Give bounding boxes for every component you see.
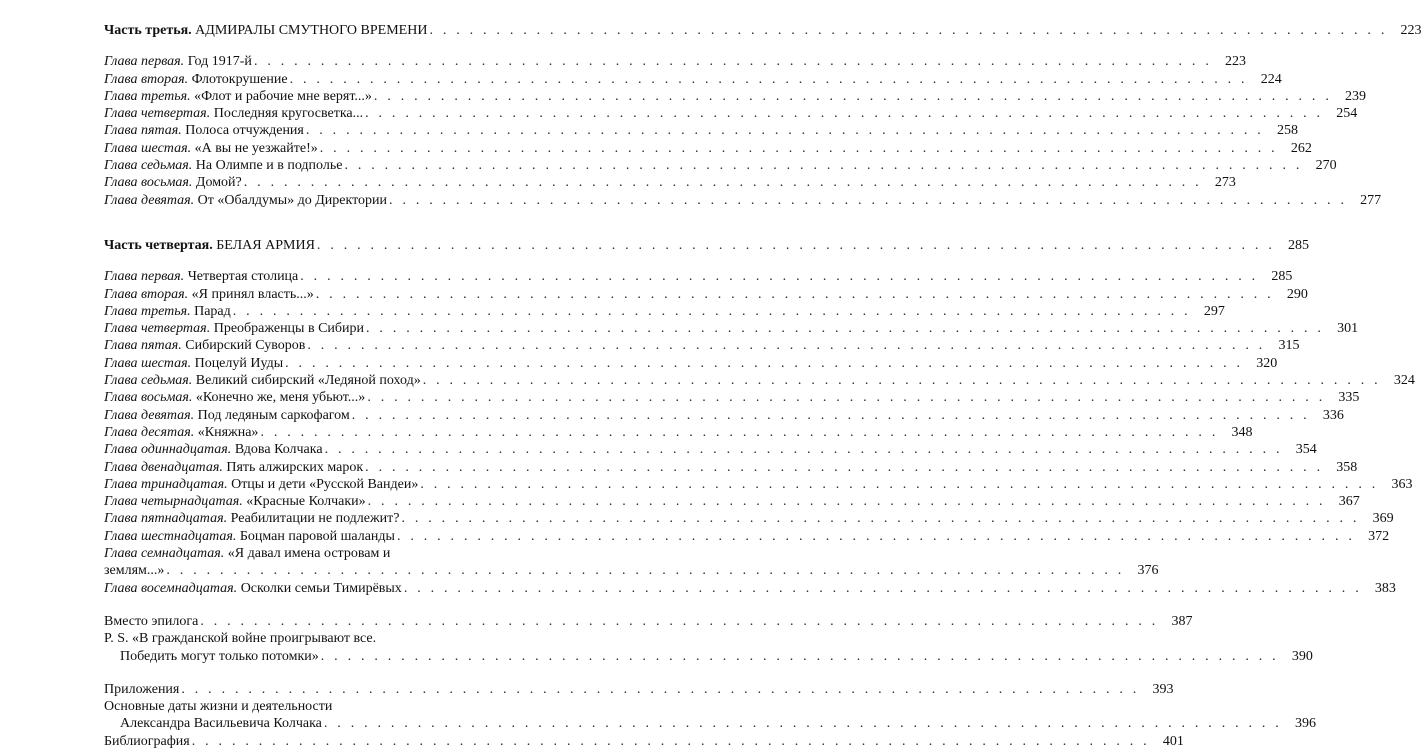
chapter-title: «Княжна» — [197, 424, 259, 440]
chapter-title: Парад — [194, 303, 231, 319]
chapter-title-continued: землям...» — [104, 563, 165, 579]
chapter-page: 358 — [1336, 459, 1358, 475]
leader-dots: . . . . . . . . . . . . . . . . . . . . . . . . . . . . . . . . . . . . . . . . . . . . . . . . . . . . . . . . . . . . . . . . . . . . . . . . — [351, 407, 1310, 423]
toc-entry-dates-line2 — [104, 715, 1317, 732]
toc-entry — [104, 389, 1360, 406]
leader-dots: . . . . . . . . . . . . . . . . . . . . . . . . . . . . . . . . . . . . . . . . . . . . . . . . . . . . . . . . . . . . . . . . . . . . . . . . — [305, 123, 1264, 139]
toc-entry — [104, 372, 1415, 389]
leader-dots: . . . . . . . . . . . . . . . . . . . . . . . . . . . . . . . . . . . . . . . . . . . . . . . . . . . . . . . . . . . . . . . . . . . . . . . . — [191, 733, 1150, 749]
chapter-title: «Флот и рабочие мне верят...» — [194, 88, 372, 104]
chapter-page: 254 — [1336, 106, 1358, 122]
toc-entry — [104, 337, 1300, 354]
entry-title-continued: Победить могут только потомки» — [120, 648, 319, 664]
chapter-title: Осколки семьи Тимирёвых — [240, 580, 402, 596]
toc-entry-appendix — [104, 681, 1174, 698]
toc-entry — [104, 320, 1359, 337]
chapter-page: 383 — [1374, 580, 1396, 596]
chapter-label: Глава четырнадцатая. — [104, 494, 243, 510]
toc-entry-line — [104, 545, 498, 562]
leader-dots: . . . . . . . . . . . . . . . . . . . . . . . . . . . . . . . . . . . . . . . . . . . . . . . . . . . . . . . . . . . . . . . . . . . . . . . . — [320, 648, 1279, 664]
leader-dots: . . . . . . . . . . . . . . . . . . . . . . . . . . . . . . . . . . . . . . . . . . . . . . . . . . . . . . . . . . . . . . . . . . . . . . . . — [285, 355, 1244, 371]
chapter-label: Глава первая. — [104, 269, 185, 285]
table-of-contents — [104, 22, 1422, 750]
toc-entry — [104, 140, 1312, 157]
section-gap — [104, 597, 498, 613]
chapter-title: Боцман паровой шаланды — [239, 528, 395, 544]
toc-entry — [104, 510, 1394, 527]
leader-dots: . . . . . . . . . . . . . . . . . . . . . . . . . . . . . . . . . . . . . . . . . . . . . . . . . . . . . . . . . . . . . . . . . . . . . . . . — [366, 321, 1325, 337]
chapter-title: «Конечно же, меня убьют...» — [195, 390, 366, 406]
chapter-page: 335 — [1338, 390, 1360, 406]
chapter-title: Пять алжирских марок — [226, 459, 364, 475]
leader-dots: . . . . . . . . . . . . . . . . . . . . . . . . . . . . . . . . . . . . . . . . . . . . . . . . . . . . . . . . . . . . . . . . . . . . . . . . — [315, 286, 1274, 302]
entry-title: Приложения — [104, 681, 180, 697]
toc-entry-dates-line1 — [104, 698, 498, 715]
toc-entry — [104, 580, 1396, 597]
chapter-title: «Я принял власть...» — [191, 286, 314, 302]
leader-dots: . . . . . . . . . . . . . . . . . . . . . . . . . . . . . . . . . . . . . . . . . . . . . . . . . . . . . . . . . . . . . . . . . . . . . . . . — [429, 23, 1388, 38]
chapter-page: 348 — [1231, 424, 1253, 440]
leader-dots: . . . . . . . . . . . . . . . . . . . . . . . . . . . . . . . . . . . . . . . . . . . . . . . . . . . . . . . . . . . . . . . . . . . . . . . . — [253, 54, 1213, 70]
chapter-label: Глава восьмая. — [104, 175, 193, 191]
toc-entry-bibliography — [104, 733, 1184, 750]
leader-dots: . . . . . . . . . . . . . . . . . . . . . . . . . . . . . . . . . . . . . . . . . . . . . . . . . . . . . . . . . . . . . . . . . . . . . . . . — [166, 563, 1125, 579]
chapter-page: 224 — [1260, 71, 1282, 87]
toc-entry — [104, 174, 1236, 191]
entry-page: 387 — [1171, 613, 1193, 629]
chapter-title: Полоса отчуждения — [185, 123, 304, 139]
entry-page: 396 — [1295, 716, 1317, 732]
chapter-title: Сибирский Суворов — [185, 338, 306, 354]
toc-entry — [104, 268, 1293, 285]
entry-title: Библиография — [104, 733, 190, 749]
chapter-page: 290 — [1286, 286, 1308, 302]
entry-title: Вместо эпилога — [104, 613, 199, 629]
leader-dots: . . . . . . . . . . . . . . . . . . . . . . . . . . . . . . . . . . . . . . . . . . . . . . . . . . . . . . . . . . . . . . . . . . . . . . . . — [367, 390, 1326, 406]
leader-dots: . . . . . . . . . . . . . . . . . . . . . . . . . . . . . . . . . . . . . . . . . . . . . . . . . . . . . . . . . . . . . . . . . . . . . . . . — [289, 71, 1248, 87]
chapter-title: Отцы и дети «Русской Вандеи» — [231, 476, 419, 492]
leader-dots: . . . . . . . . . . . . . . . . . . . . . . . . . . . . . . . . . . . . . . . . . . . . . . . . . . . . . . . . . . . . . . . . . . . . . . . . — [232, 303, 1191, 319]
chapter-page: 277 — [1360, 192, 1382, 208]
chapter-title: Преображенцы в Сибири — [213, 321, 365, 337]
leader-dots: . . . . . . . . . . . . . . . . . . . . . . . . . . . . . . . . . . . . . . . . . . . . . . . . . . . . . . . . . . . . . . . . . . . . . . . . — [181, 681, 1140, 697]
chapter-page: 262 — [1290, 140, 1312, 156]
toc-entry-ps-line1 — [104, 630, 498, 647]
part-3-page: 223 — [1400, 23, 1422, 38]
toc-entry — [104, 528, 1390, 545]
chapter-page: 367 — [1338, 494, 1360, 510]
chapter-label: Глава восьмая. — [104, 390, 193, 406]
toc-entry — [104, 424, 1253, 441]
part-4-heading — [104, 237, 1310, 254]
part-4-label: Часть четвертая. — [104, 237, 213, 253]
toc-entry — [104, 105, 1358, 122]
part-4-title: БЕЛАЯ АРМИЯ — [216, 237, 315, 253]
chapter-label: Глава девятая. — [104, 192, 195, 208]
chapter-title: Год 1917-й — [187, 54, 252, 70]
chapter-title: Последняя кругосветка... — [213, 106, 364, 122]
toc-entry-line — [104, 562, 1159, 579]
toc-entry-multiline — [104, 545, 1159, 580]
section-gap — [104, 665, 498, 681]
leader-dots: . . . . . . . . . . . . . . . . . . . . . . . . . . . . . . . . . . . . . . . . . . . . . . . . . . . . . . . . . . . . . . . . . . . . . . . . — [319, 140, 1278, 156]
chapter-label: Глава одиннадцатая. — [104, 442, 232, 458]
chapter-title: Флотокрушение — [191, 71, 288, 87]
chapter-label: Глава седьмая. — [104, 373, 193, 389]
chapter-title: Четвертая столица — [187, 269, 299, 285]
chapter-title: «Я давал имена островам и — [227, 546, 391, 562]
part-3-heading — [104, 22, 1422, 39]
chapter-page: 239 — [1345, 88, 1367, 104]
chapter-title: «А вы не уезжайте!» — [194, 140, 318, 156]
leader-dots: . . . . . . . . . . . . . . . . . . . . . . . . . . . . . . . . . . . . . . . . . . . . . . . . . . . . . . . . . . . . . . . . . . . . . . . . — [200, 613, 1159, 629]
leader-dots: . . . . . . . . . . . . . . . . . . . . . . . . . . . . . . . . . . . . . . . . . . . . . . . . . . . . . . . . . . . . . . . . . . . . . . . . — [300, 269, 1259, 285]
back-matter — [104, 613, 1317, 750]
toc-entry — [104, 71, 1282, 88]
chapter-page: 270 — [1315, 158, 1337, 174]
chapter-title: Реабилитации не подлежит? — [230, 511, 400, 527]
section-gap — [104, 209, 498, 237]
chapter-label: Глава вторая. — [104, 71, 189, 87]
chapter-page: 336 — [1322, 407, 1344, 423]
chapter-label: Глава девятая. — [104, 407, 195, 423]
chapter-label: Глава седьмая. — [104, 158, 193, 174]
entry-title-continued: Александра Васильевича Колчака — [120, 716, 322, 732]
entry-page: 393 — [1152, 681, 1174, 697]
chapter-label: Глава тринадцатая. — [104, 476, 228, 492]
chapter-page: 372 — [1368, 528, 1390, 544]
entry-title: Основные даты жизни и деятельности — [104, 699, 333, 715]
chapter-title: Под ледяным саркофагом — [197, 407, 350, 423]
toc-entry-epilogue — [104, 613, 1193, 630]
chapter-page: 320 — [1256, 355, 1278, 371]
leader-dots: . . . . . . . . . . . . . . . . . . . . . . . . . . . . . . . . . . . . . . . . . . . . . . . . . . . . . . . . . . . . . . . . . . . . . . . . — [365, 459, 1324, 475]
leader-dots: . . . . . . . . . . . . . . . . . . . . . . . . . . . . . . . . . . . . . . . . . . . . . . . . . . . . . . . . . . . . . . . . . . . . . . . . — [420, 476, 1379, 492]
entry-page: 401 — [1162, 733, 1184, 749]
chapter-title: От «Обалдумы» до Директории — [197, 192, 388, 208]
chapter-label: Глава четвертая. — [104, 106, 211, 122]
leader-dots: . . . . . . . . . . . . . . . . . . . . . . . . . . . . . . . . . . . . . . . . . . . . . . . . . . . . . . . . . . . . . . . . . . . . . . . . — [323, 716, 1283, 732]
chapter-label: Глава четвертая. — [104, 321, 211, 337]
leader-dots: . . . . . . . . . . . . . . . . . . . . . . . . . . . . . . . . . . . . . . . . . . . . . . . . . . . . . . . . . . . . . . . . . . . . . . . . — [307, 338, 1266, 354]
chapter-page: 297 — [1203, 303, 1225, 319]
leader-dots: . . . . . . . . . . . . . . . . . . . . . . . . . . . . . . . . . . . . . . . . . . . . . . . . . . . . . . . . . . . . . . . . . . . . . . . . — [243, 175, 1202, 191]
toc-entry-ps-line2 — [104, 648, 1313, 665]
leader-dots: . . . . . . . . . . . . . . . . . . . . . . . . . . . . . . . . . . . . . . . . . . . . . . . . . . . . . . . . . . . . . . . . . . . . . . . . — [324, 442, 1283, 458]
chapter-title: «Красные Колчаки» — [246, 494, 366, 510]
toc-entry — [104, 53, 1247, 70]
toc-entry — [104, 88, 1367, 105]
chapter-label: Глава двенадцатая. — [104, 459, 223, 475]
toc-entry — [104, 459, 1358, 476]
chapter-label: Глава первая. — [104, 54, 185, 70]
chapter-label: Глава восемнадцатая. — [104, 580, 238, 596]
entry-page: 390 — [1291, 648, 1313, 664]
part-3-title: АДМИРАЛЫ СМУТНОГО ВРЕМЕНИ — [195, 23, 428, 38]
chapter-label: Глава пятнадцатая. — [104, 511, 228, 527]
leader-dots: . . . . . . . . . . . . . . . . . . . . . . . . . . . . . . . . . . . . . . . . . . . . . . . . . . . . . . . . . . . . . . . . . . . . . . . . — [344, 158, 1303, 174]
chapter-label: Глава третья. — [104, 303, 191, 319]
part-3-label: Часть третья. — [104, 23, 192, 38]
chapter-page: 223 — [1225, 54, 1247, 70]
toc-entry — [104, 286, 1308, 303]
toc-entry — [104, 355, 1278, 372]
leader-dots: . . . . . . . . . . . . . . . . . . . . . . . . . . . . . . . . . . . . . . . . . . . . . . . . . . . . . . . . . . . . . . . . . . . . . . . . — [367, 494, 1326, 510]
chapter-page: 369 — [1372, 511, 1394, 527]
chapter-title: Домой? — [195, 175, 242, 191]
chapter-title: Поцелуй Иуды — [194, 355, 284, 371]
part-4-chapters — [104, 268, 1415, 597]
chapter-page: 258 — [1276, 123, 1298, 139]
toc-entry — [104, 493, 1360, 510]
chapter-label: Глава шестая. — [104, 355, 192, 371]
chapter-label: Глава десятая. — [104, 424, 195, 440]
leader-dots: . . . . . . . . . . . . . . . . . . . . . . . . . . . . . . . . . . . . . . . . . . . . . . . . . . . . . . . . . . . . . . . . . . . . . . . . — [403, 580, 1362, 596]
chapter-label: Глава семнадцатая. — [104, 546, 225, 562]
part-3-chapters — [104, 53, 1382, 209]
leader-dots: . . . . . . . . . . . . . . . . . . . . . . . . . . . . . . . . . . . . . . . . . . . . . . . . . . . . . . . . . . . . . . . . . . . . . . . . — [389, 192, 1348, 208]
toc-entry — [104, 407, 1344, 424]
chapter-title: Великий сибирский «Ледяной поход» — [195, 373, 421, 389]
chapter-label: Глава шестая. — [104, 140, 192, 156]
toc-entry — [104, 157, 1337, 174]
leader-dots: . . . . . . . . . . . . . . . . . . . . . . . . . . . . . . . . . . . . . . . . . . . . . . . . . . . . . . . . . . . . . . . . . . . . . . . . — [422, 373, 1381, 389]
chapter-label: Глава шестнадцатая. — [104, 528, 237, 544]
chapter-page: 363 — [1391, 476, 1413, 492]
chapter-label: Глава третья. — [104, 88, 191, 104]
chapter-page: 273 — [1214, 175, 1236, 191]
toc-entry — [104, 476, 1413, 493]
leader-dots: . . . . . . . . . . . . . . . . . . . . . . . . . . . . . . . . . . . . . . . . . . . . . . . . . . . . . . . . . . . . . . . . . . . . . . . . — [316, 237, 1276, 253]
leader-dots: . . . . . . . . . . . . . . . . . . . . . . . . . . . . . . . . . . . . . . . . . . . . . . . . . . . . . . . . . . . . . . . . . . . . . . . . — [365, 106, 1324, 122]
chapter-label: Глава пятая. — [104, 338, 182, 354]
chapter-page: 285 — [1271, 269, 1293, 285]
chapter-page: 315 — [1278, 338, 1300, 354]
chapter-page: 324 — [1393, 373, 1415, 389]
part-4-page: 285 — [1288, 237, 1310, 253]
entry-title: P. S. «В гражданской войне проигрывают все. — [104, 631, 377, 647]
chapter-page: 376 — [1137, 563, 1159, 579]
leader-dots: . . . . . . . . . . . . . . . . . . . . . . . . . . . . . . . . . . . . . . . . . . . . . . . . . . . . . . . . . . . . . . . . . . . . . . . . — [401, 511, 1360, 527]
chapter-page: 301 — [1337, 321, 1359, 337]
leader-dots: . . . . . . . . . . . . . . . . . . . . . . . . . . . . . . . . . . . . . . . . . . . . . . . . . . . . . . . . . . . . . . . . . . . . . . . . — [373, 88, 1333, 104]
chapter-title: Вдова Колчака — [234, 442, 323, 458]
toc-entry — [104, 441, 1317, 458]
leader-dots: . . . . . . . . . . . . . . . . . . . . . . . . . . . . . . . . . . . . . . . . . . . . . . . . . . . . . . . . . . . . . . . . . . . . . . . . — [260, 424, 1219, 440]
chapter-label: Глава вторая. — [104, 286, 189, 302]
leader-dots: . . . . . . . . . . . . . . . . . . . . . . . . . . . . . . . . . . . . . . . . . . . . . . . . . . . . . . . . . . . . . . . . . . . . . . . . — [396, 528, 1356, 544]
toc-entry — [104, 303, 1225, 320]
toc-entry — [104, 192, 1382, 209]
chapter-page: 354 — [1295, 442, 1317, 458]
toc-entry — [104, 122, 1298, 139]
chapter-label: Глава пятая. — [104, 123, 182, 139]
chapter-title: На Олимпе и в подполье — [195, 158, 343, 174]
